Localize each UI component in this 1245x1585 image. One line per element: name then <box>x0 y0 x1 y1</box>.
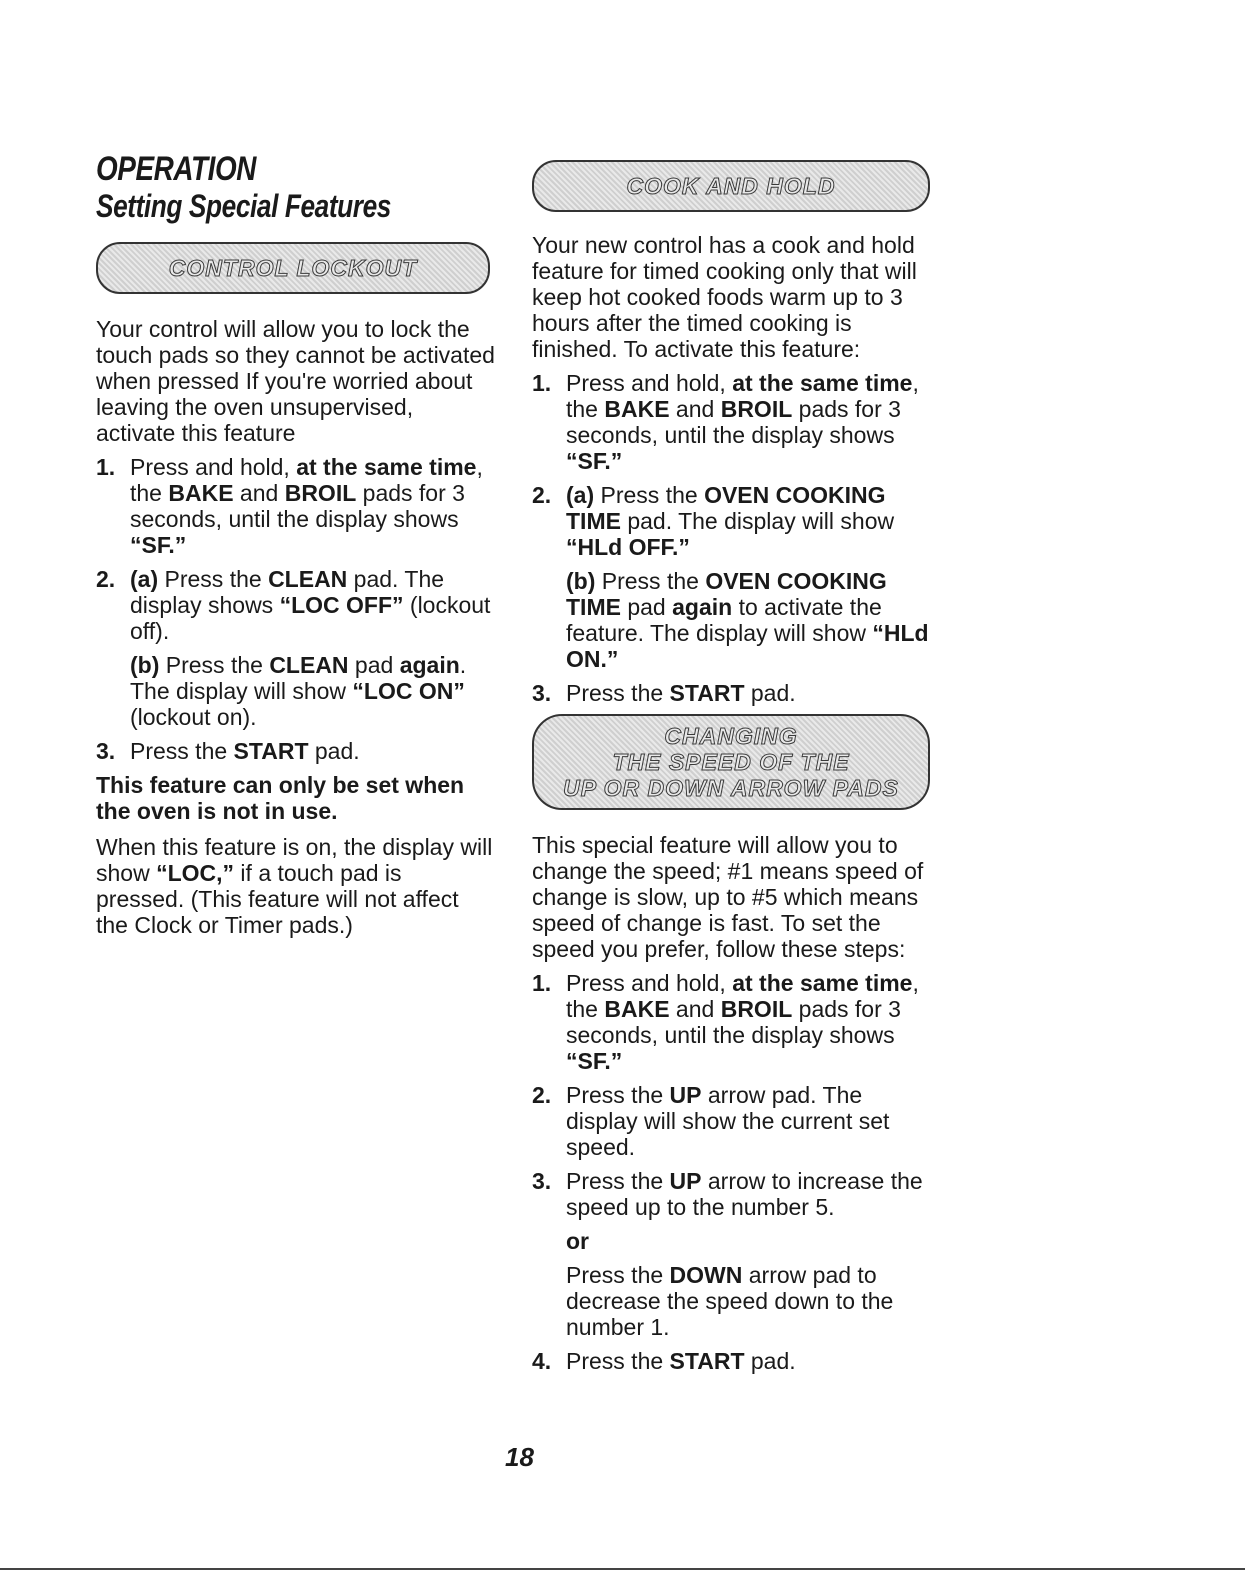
display-code: “SF.” <box>566 1048 623 1074</box>
pad-name: BROIL <box>720 996 793 1022</box>
pad-name: UP <box>669 1168 702 1194</box>
step-text: Press the <box>566 680 670 706</box>
heading-line: CHANGING <box>664 723 798 749</box>
lockout-note: This feature can only be set when the oven is not in use. <box>96 772 465 824</box>
step-text: and <box>669 996 721 1022</box>
step-text: . The display will show <box>130 652 467 704</box>
step-text: Press the <box>566 1348 670 1374</box>
step-number: 1. <box>532 370 552 396</box>
step-number: 2. <box>96 566 116 592</box>
step-text: Press and hold, <box>130 454 297 480</box>
step-number: 2. <box>532 1082 552 1108</box>
step-text: , the <box>566 370 919 422</box>
step-emphasis: again <box>672 594 733 620</box>
step-text: , the <box>566 970 919 1022</box>
lockout-after <box>96 834 496 938</box>
step-number: 4. <box>532 1348 552 1374</box>
pad-name: START <box>233 738 309 764</box>
step-text: Press and hold, <box>566 970 733 996</box>
control-lockout-heading: CONTROL LOCKOUT <box>168 255 418 281</box>
step-text: Press the <box>566 1168 670 1194</box>
left-column <box>96 242 496 946</box>
substep-label: (a) <box>566 482 595 508</box>
heading-line: THE SPEED OF THE <box>612 749 850 775</box>
lockout-step-1 <box>96 454 496 558</box>
page-number: 18 <box>505 1442 534 1472</box>
control-lockout-heading-banner <box>96 242 490 294</box>
step-number: 1. <box>96 454 116 480</box>
step-text: pad. <box>308 738 360 764</box>
cook-and-hold-heading-banner <box>532 160 930 212</box>
display-code: “SF.” <box>566 448 623 474</box>
step-text: pad <box>348 652 400 678</box>
heading-line: UP OR DOWN ARROW PADS <box>563 775 899 801</box>
step-text: arrow pad. The display will show the current set speed. <box>566 1082 890 1160</box>
cookhold-step-2a <box>566 482 932 560</box>
lockout-step-2b <box>130 652 496 730</box>
cookhold-step-2b <box>566 568 932 672</box>
paragraph-text: When this feature is on, the display will show <box>96 834 493 886</box>
step-text: Press the <box>566 1262 670 1288</box>
bottom-rule <box>0 1568 1245 1570</box>
cookhold-step-2 <box>532 482 932 672</box>
pad-name: BAKE <box>604 996 670 1022</box>
step-number: 3. <box>532 1168 552 1194</box>
arrow-speed-heading-banner <box>532 714 930 810</box>
substep-label: (b) <box>566 568 596 594</box>
step-emphasis: at the same time <box>732 370 913 396</box>
step-emphasis: again <box>399 652 460 678</box>
display-code: “HLd ON.” <box>566 620 929 672</box>
substep-label: (a) <box>130 566 159 592</box>
substep-label: (b) <box>130 652 160 678</box>
cook-and-hold-heading: COOK AND HOLD <box>626 173 836 199</box>
pad-name: BROIL <box>720 396 793 422</box>
lockout-step-2 <box>96 566 496 730</box>
arrow-speed-heading <box>563 723 899 801</box>
step-text: Press the <box>595 568 706 594</box>
display-code: “LOC ON” <box>352 678 465 704</box>
step-text: (lockout off). <box>130 592 491 644</box>
lockout-step-3 <box>96 738 496 764</box>
step-text: pad. The display shows <box>130 566 445 618</box>
step-number: 1. <box>532 970 552 996</box>
cookhold-steps <box>532 370 932 706</box>
speed-step-3-alt <box>566 1262 932 1340</box>
speed-step-2 <box>532 1082 932 1160</box>
step-text: pad. <box>744 1348 796 1374</box>
step-text: Press the <box>566 1082 670 1108</box>
pad-name: OVEN COOKING TIME <box>566 482 886 534</box>
step-text: arrow pad to decrease the speed down to the number 1. <box>566 1262 894 1340</box>
lockout-step-2a <box>130 566 496 644</box>
display-code: “LOC OFF” <box>279 592 404 618</box>
speed-step-1 <box>532 970 932 1074</box>
speed-steps <box>532 970 932 1374</box>
display-code: “LOC,” <box>156 860 235 886</box>
step-text: Press the <box>158 566 269 592</box>
step-text: pads for 3 seconds, until the display shows <box>566 396 901 448</box>
step-text: and <box>669 396 721 422</box>
speed-step-3 <box>532 1168 932 1340</box>
step-text: pads for 3 seconds, until the display shows <box>130 480 465 532</box>
page-title: OPERATION <box>96 150 256 188</box>
step-text: pad. <box>744 680 796 706</box>
speed-intro: This special feature will allow you to change the speed; #1 means speed of change is slow, up to #5 which means speed of change is fast. To set the speed you prefer, follow these steps: <box>532 832 924 962</box>
pad-name: BAKE <box>604 396 670 422</box>
right-column <box>532 160 932 1382</box>
pad-name: START <box>669 1348 745 1374</box>
pad-name: CLEAN <box>268 566 348 592</box>
step-text: to activate the feature. The display will show <box>566 594 882 646</box>
cookhold-step-3 <box>532 680 932 706</box>
pad-name: CLEAN <box>269 652 349 678</box>
step-text: arrow to increase the speed up to the number 5. <box>566 1168 923 1220</box>
step-text: Press the <box>159 652 270 678</box>
pad-name: DOWN <box>669 1262 743 1288</box>
step-number: 3. <box>532 680 552 706</box>
or-separator: or <box>566 1228 589 1254</box>
lockout-steps <box>96 454 496 764</box>
cookhold-intro: Your new control has a cook and hold feature for timed cooking only that will keep hot cooked foods warm up to 3 hours after the timed cooking is finished. To activate this feature: <box>532 232 917 362</box>
lockout-intro: Your control will allow you to lock the touch pads so they cannot be activated when pressed If you're worried about leaving the oven unsupervised, activate this feature <box>96 316 495 446</box>
step-text: Press and hold, <box>566 370 733 396</box>
pad-name: OVEN COOKING TIME <box>566 568 887 620</box>
step-number: 3. <box>96 738 116 764</box>
step-text: pad. The display will show <box>620 508 895 534</box>
step-text: pad <box>620 594 673 620</box>
paragraph-text: if a touch pad is pressed. (This feature will not affect the Clock or Timer pads.) <box>96 860 459 938</box>
step-number: 2. <box>532 482 552 508</box>
display-code: “HLd OFF.” <box>566 534 690 560</box>
step-emphasis: at the same time <box>296 454 477 480</box>
step-text: (lockout on). <box>130 704 257 730</box>
step-text: Press the <box>594 482 705 508</box>
pad-name: UP <box>669 1082 702 1108</box>
step-text: and <box>233 480 285 506</box>
step-emphasis: at the same time <box>732 970 913 996</box>
pad-name: BROIL <box>284 480 357 506</box>
display-code: “SF.” <box>130 532 187 558</box>
step-text: Press the <box>130 738 234 764</box>
speed-step-4 <box>532 1348 932 1374</box>
page-header <box>96 150 456 224</box>
page-subtitle: Setting Special Features <box>96 188 391 224</box>
cookhold-step-1 <box>532 370 932 474</box>
pad-name: BAKE <box>168 480 234 506</box>
step-text: pads for 3 seconds, until the display shows <box>566 996 901 1048</box>
step-text: , the <box>130 454 483 506</box>
pad-name: START <box>669 680 745 706</box>
